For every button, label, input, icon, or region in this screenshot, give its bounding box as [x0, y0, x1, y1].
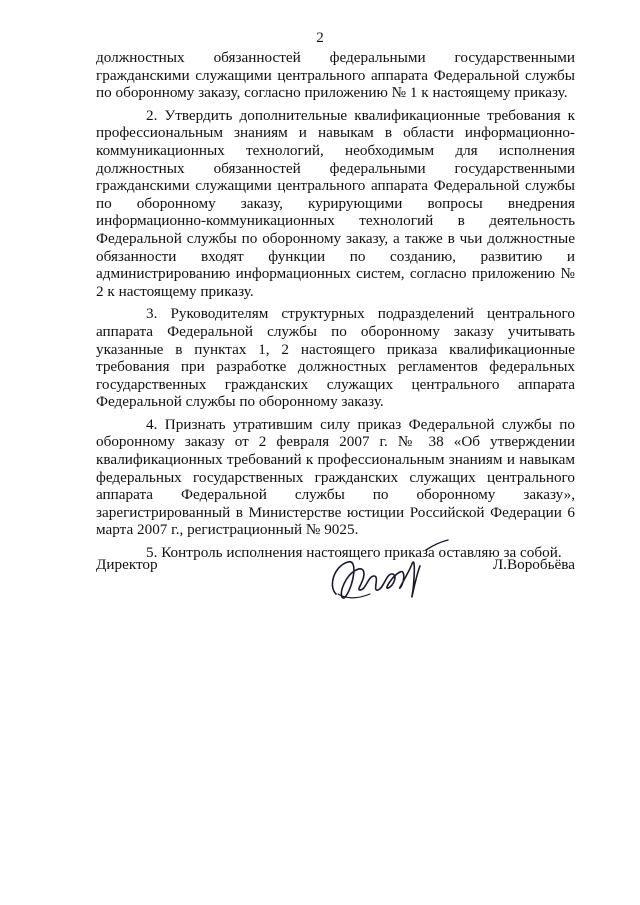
paragraph-5: 5. Контроль исполнения настоящего приказа оставляю за собой.: [146, 544, 562, 562]
paragraph-3: 3. Руководителям структурных подразделений центрального аппарата Федеральной службы по оборонному заказу учитывать указанные в пунктах 1, 2 настоящего приказа квалификационные требования при разработке должностных регламентов федеральных государственных гражданских служащих центрального аппарата Федеральной службы по оборонному заказу.: [96, 305, 575, 411]
document-body: [96, 49, 575, 562]
paragraph-4: 4. Признать утратившим силу приказ Федеральной службы по оборонному заказу от 2 февраля 2007 г. № 38 «Об утверждении квалификационных требований к профессиональным знаниям и навыкам федеральных государственных гражданских служащих центрального аппарата Федеральной службы по оборонному заказу», зарегистрированный в Министерстве юстиции Российской Федерации 6 марта 2007 г., регистрационный № 9025.: [96, 415, 575, 539]
page-number: 2: [316, 30, 324, 46]
signature-block: [96, 556, 575, 646]
signatory-title: Директор: [96, 556, 158, 573]
signatory-name: Л.Воробьёва: [492, 556, 575, 573]
paragraph-2: 2. Утвердить дополнительные квалификационные требования к профессиональным знаниям и навыкам в области информационно-коммуникационных технологий, необходимым для исполнения должностных обязанностей федеральными государственными гражданскими служащими центрального аппарата Федеральной службы по оборонному заказу, курирующими вопросы внедрения информационно-коммуникационных технологий в деятельность Федеральной службы по оборонному заказу, а также в чьи должностные обязанности входят функции по созданию, развитию и администрированию информационных систем, согласно приложению № 2 к настоящему приказу.: [96, 106, 575, 300]
continuation-paragraph: должностных обязанностей федеральными государственными гражданскими служащими центрального аппарата Федеральной службы по оборонному заказу, согласно приложению № 1 к настоящему приказу.: [96, 49, 575, 102]
handwritten-signature: [308, 524, 468, 624]
